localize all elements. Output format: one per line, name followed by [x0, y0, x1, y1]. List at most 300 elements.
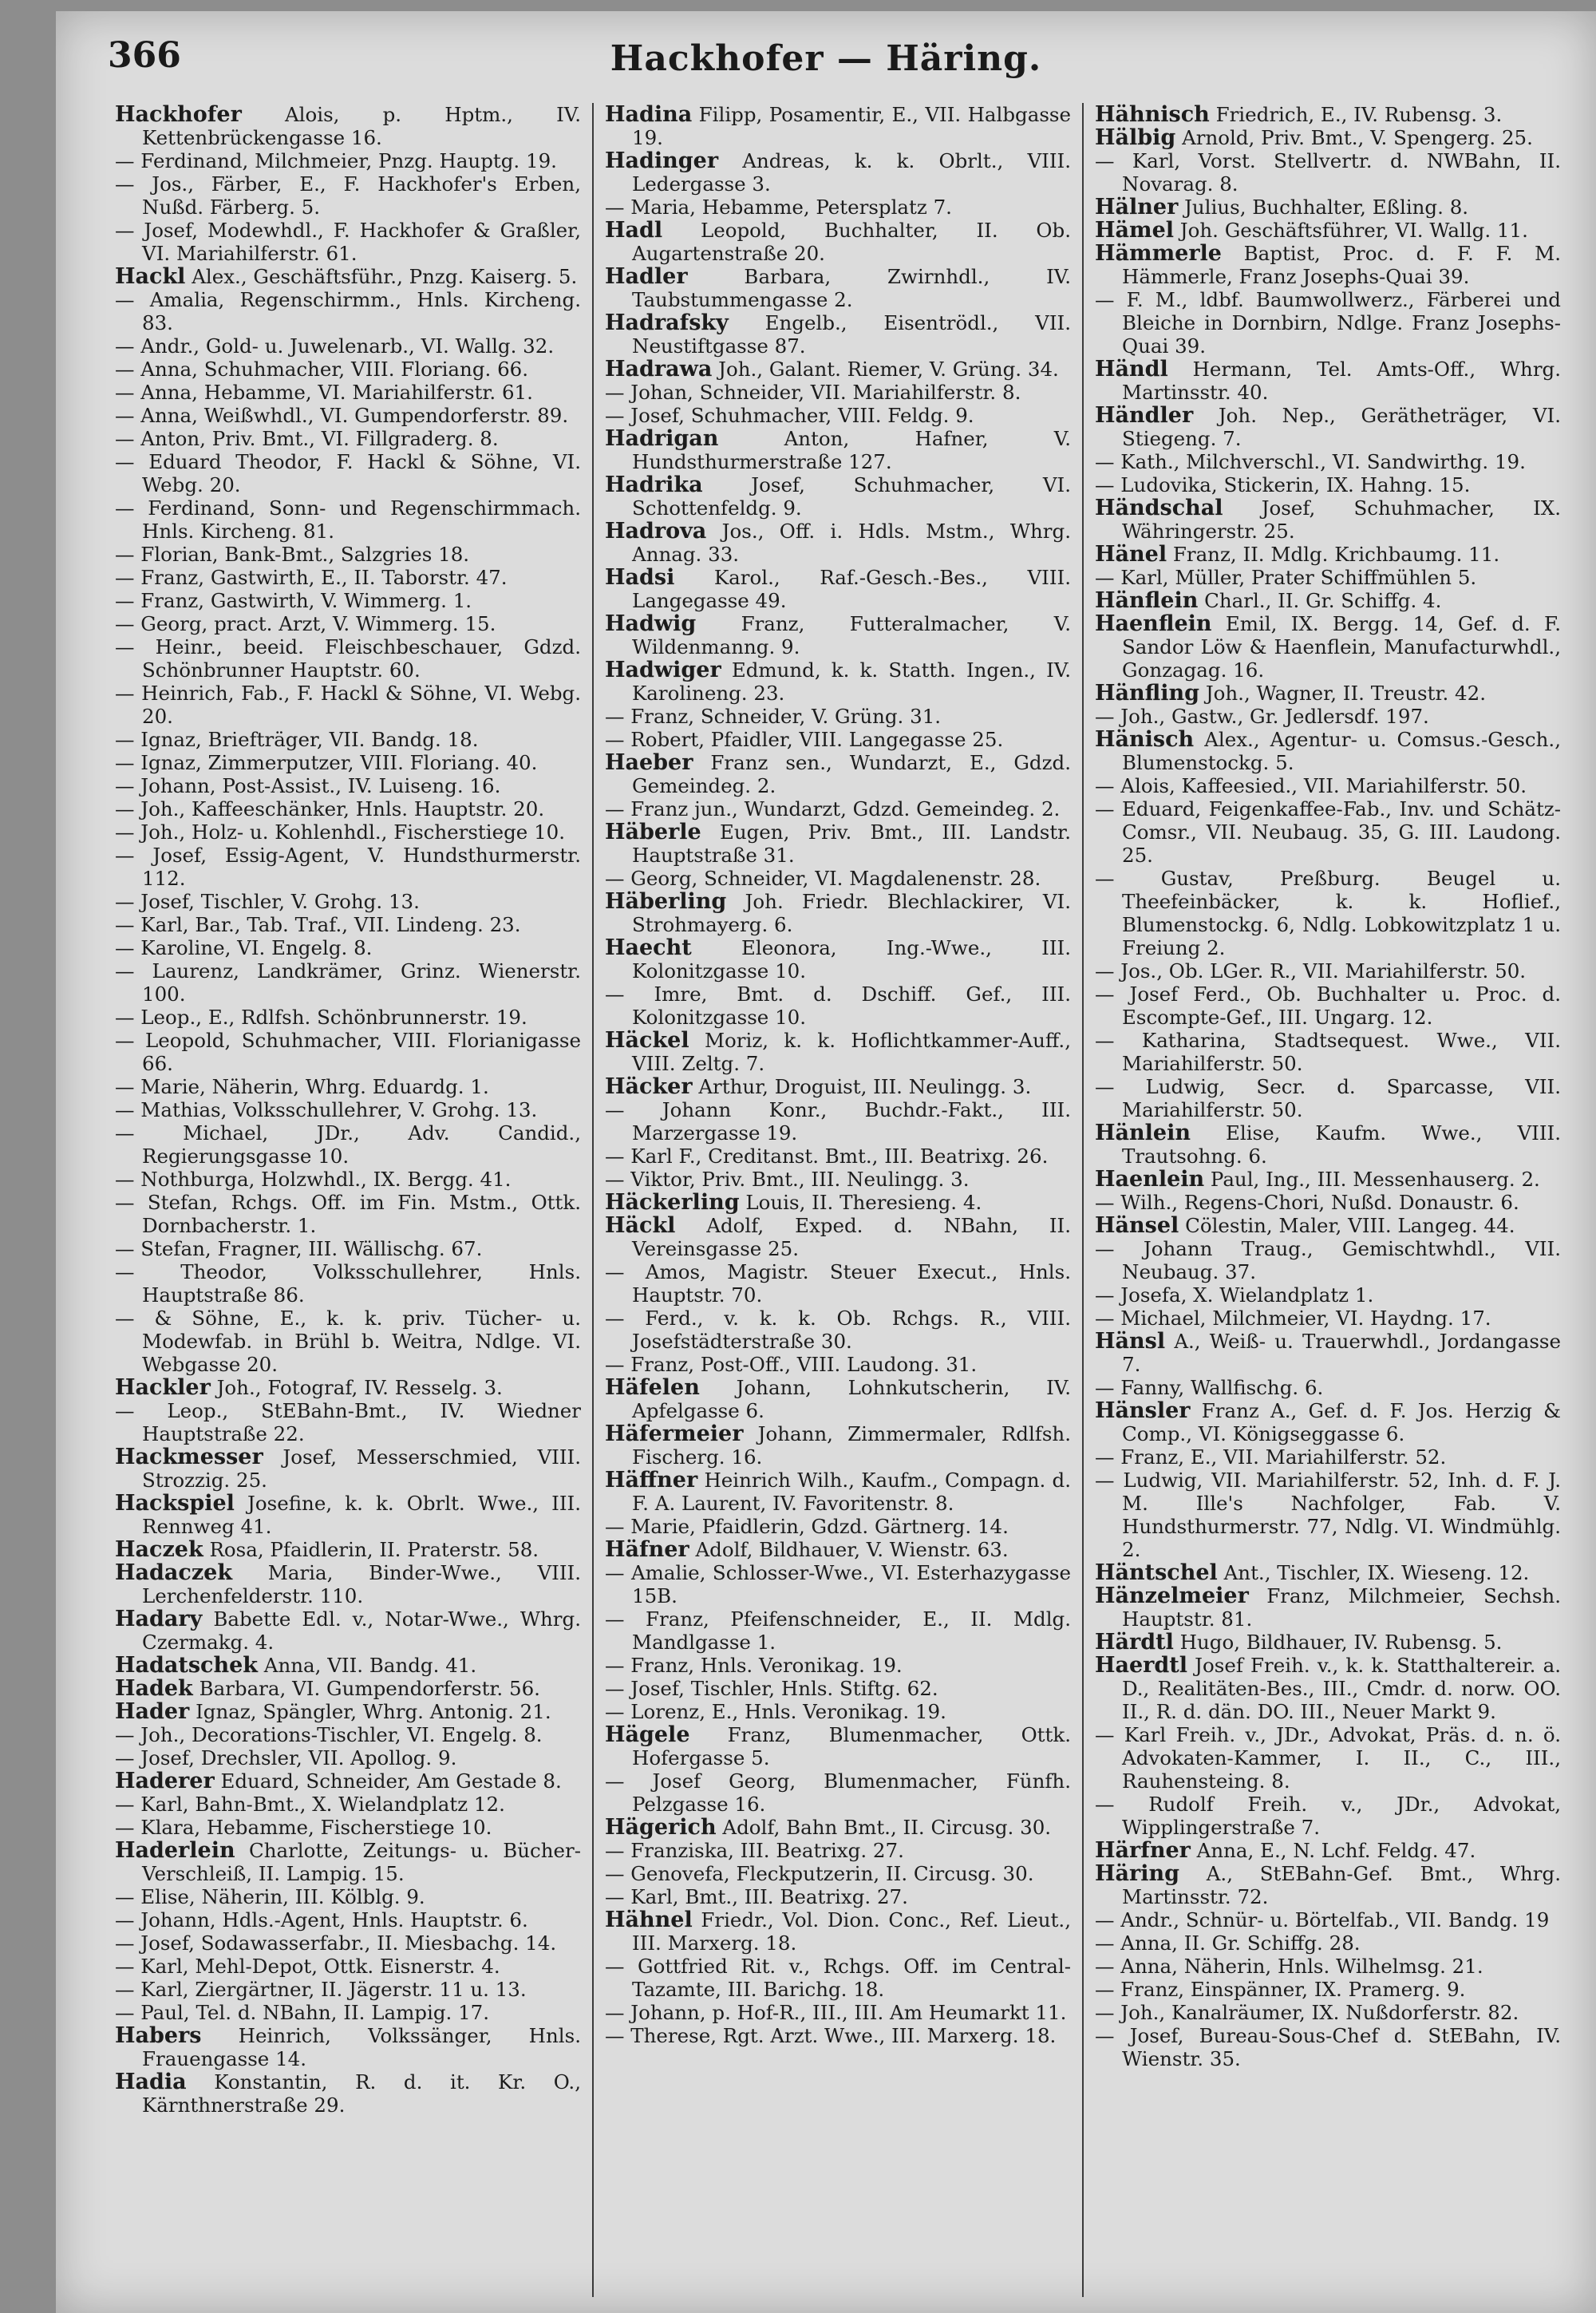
entry-text: — Franziska, III. Beatrixg. 27. [605, 1839, 904, 1862]
entry-surname: Hadrawa [605, 357, 713, 382]
entry-text: — Franz, Pfeifenschneider, E., II. Mdlg. Mandlgasse 1. [605, 1607, 1071, 1654]
directory-entry [605, 612, 1071, 658]
directory-entry [605, 1885, 1071, 1908]
entry-text: — Joh., Kanalräumer, IX. Nußdorferstr. 82. [1095, 2001, 1519, 2024]
entry-text: — Johann Traug., Gemischtwhdl., VII. Neubaug. 37. [1095, 1237, 1561, 1283]
entry-surname: Hadia [115, 2070, 187, 2094]
entry-text: Charl., II. Gr. Schiffg. 4. [1198, 589, 1442, 612]
entry-surname: Häfner [605, 1537, 689, 1562]
entry-text: — Theodor, Volksschullehrer, Hnls. Hauptstraße 86. [115, 1260, 581, 1307]
entry-text: — Karl, Bar., Tab. Traf., VII. Lindeng. 23. [115, 913, 521, 936]
directory-entry [1095, 196, 1561, 219]
entry-text: — Amalie, Schlosser-Wwe., VI. Esterhazygasse 15B. [605, 1561, 1071, 1607]
directory-entry [115, 288, 581, 334]
directory-entry [115, 913, 581, 936]
columns [104, 103, 1572, 2297]
directory-entry [605, 1955, 1071, 2001]
directory-entry [605, 1561, 1071, 1607]
entry-text: — Genovefa, Fleckputzerin, II. Circusg. 30. [605, 1862, 1034, 1885]
entry-text: — Paul, Tel. d. NBahn, II. Lampig. 17. [115, 2001, 490, 2024]
entry-text: — Michael, Milchmeier, VI. Haydng. 17. [1095, 1307, 1491, 1330]
entry-surname: Häfelen [605, 1375, 700, 1400]
directory-entry [1095, 867, 1561, 959]
directory-entry [115, 1492, 581, 1538]
entry-text: A., StEBahn-Gef. Bmt., Whrg. Martinsstr. 72. [1122, 1862, 1561, 1908]
directory-entry [115, 751, 581, 774]
directory-entry [1095, 1214, 1561, 1237]
directory-entry [605, 311, 1071, 358]
entry-text: Joh. Nep., Gerätheträger, VI. Stiegeng. 7. [1122, 404, 1561, 450]
directory-entry [115, 1700, 581, 1723]
entry-surname: Hadwiger [605, 658, 721, 682]
directory-entry [605, 381, 1071, 404]
entry-text: — Karl F., Creditanst. Bmt., III. Beatrixg. 26. [605, 1145, 1049, 1168]
column-1 [104, 103, 592, 2297]
entry-text: — Ludovika, Stickerin, IX. Hahng. 15. [1095, 473, 1471, 496]
directory-entry [1095, 1445, 1561, 1469]
directory-entry [1095, 983, 1561, 1029]
entry-surname: Hähnisch [1095, 103, 1210, 127]
directory-entry [1095, 728, 1561, 774]
directory-entry [115, 890, 581, 913]
entry-text: Charlotte, Zeitungs- u. Bücher-Verschleiß, II. Lampig. 15. [142, 1839, 581, 1885]
entry-surname: Hader [115, 1699, 190, 1724]
entry-text: Josef Freih. v., k. k. Statthaltereir. a. D., Realitäten-Bes., III., Cmdr. d. norw. OO. II., R. d. dän. DO. III., Neuer Markt 9. [1122, 1654, 1561, 1723]
directory-entry [605, 1191, 1071, 1214]
entry-text: — Franz, Einspänner, IX. Pramerg. 9. [1095, 1978, 1466, 2001]
directory-entry [115, 1677, 581, 1700]
directory-entry [115, 103, 581, 149]
directory-entry [1095, 1908, 1561, 1931]
entry-text: Hugo, Bildhauer, IV. Rubensg. 5. [1173, 1631, 1503, 1654]
directory-entry [115, 1260, 581, 1307]
directory-entry [1095, 1376, 1561, 1399]
entry-text: Eugen, Priv. Bmt., III. Landstr. Hauptstraße 31. [632, 820, 1071, 867]
entry-surname: Härfner [1095, 1838, 1191, 1863]
entry-text: — Robert, Pfaidler, VIII. Langegasse 25. [605, 728, 1004, 751]
entry-surname: Hackspiel [115, 1491, 235, 1516]
entry-text: Filipp, Posamentir, E., VII. Halbgasse 19. [632, 103, 1071, 149]
directory-entry [1095, 797, 1561, 867]
entry-text: Andreas, k. k. Obrlt., VIII. Ledergasse 3. [632, 149, 1071, 196]
directory-entry [605, 520, 1071, 566]
directory-entry [115, 381, 581, 404]
directory-entry [605, 427, 1071, 473]
directory-entry [115, 1654, 581, 1677]
entry-text: — Karoline, VI. Engelg. 8. [115, 936, 373, 959]
entry-text: — Josef, Drechsler, VII. Apollog. 9. [115, 1746, 457, 1769]
directory-entry [1095, 1584, 1561, 1631]
entry-surname: Hadrova [605, 519, 707, 544]
entry-text: Louis, II. Theresieng. 4. [739, 1191, 982, 1214]
directory-entry [605, 1422, 1071, 1469]
directory-entry [115, 728, 581, 751]
directory-entry [115, 1839, 581, 1885]
directory-entry [115, 1168, 581, 1191]
entry-text: Joh., Fotograf, IV. Resselg. 3. [210, 1376, 503, 1399]
directory-entry [605, 473, 1071, 520]
directory-entry [115, 844, 581, 890]
entry-surname: Händler [1095, 403, 1194, 428]
entry-surname: Hadl [605, 218, 663, 243]
directory-entry [605, 1168, 1071, 1191]
entry-text: Moriz, k. k. Hoflichtkammer-Auff., VIII. Zeltg. 7. [632, 1029, 1071, 1075]
entry-surname: Haenlein [1095, 1167, 1205, 1192]
entry-text: Franz, Blumenmacher, Ottk. Hofergasse 5. [632, 1723, 1071, 1769]
entry-surname: Häckl [605, 1213, 676, 1238]
directory-entry [115, 2024, 581, 2070]
entry-text: — Fanny, Wallfischg. 6. [1095, 1376, 1324, 1399]
entry-text: — Josef, Tischler, Hnls. Stiftg. 62. [605, 1677, 938, 1700]
directory-entry [605, 1538, 1071, 1561]
directory-entry [605, 2024, 1071, 2047]
directory-entry [115, 1908, 581, 1931]
directory-entry [605, 890, 1071, 936]
entry-surname: Härdtl [1095, 1630, 1174, 1655]
entry-text: Anna, E., N. Lchf. Feldg. 47. [1190, 1839, 1476, 1862]
directory-entry [115, 1307, 581, 1376]
directory-entry [1095, 1931, 1561, 1955]
entry-surname: Habers [115, 2023, 202, 2048]
entry-text: — Amalia, Regenschirmm., Hnls. Kircheng. 83. [115, 288, 581, 334]
entry-surname: Hämmerle [1095, 241, 1222, 266]
directory-entry [115, 1607, 581, 1654]
directory-entry [605, 1307, 1071, 1353]
directory-entry [115, 1978, 581, 2001]
entry-text: Barbara, VI. Gumpendorferstr. 56. [192, 1677, 540, 1700]
entry-text: — Georg, Schneider, VI. Magdalenenstr. 28. [605, 867, 1041, 890]
entry-text: — Viktor, Priv. Bmt., III. Neulingg. 3. [605, 1168, 970, 1191]
entry-text: Alex., Agentur- u. Comsus.-Gesch., Blumenstockg. 5. [1122, 728, 1561, 774]
directory-entry [605, 358, 1071, 381]
entry-text: — Heinrich, Fab., F. Hackl & Söhne, VI. Webg. 20. [115, 682, 581, 728]
entry-text: Friedr., Vol. Dion. Conc., Ref. Lieut., III. Marxerg. 18. [632, 1908, 1071, 1955]
directory-entry [605, 728, 1071, 751]
directory-entry [115, 427, 581, 450]
directory-entry [1095, 450, 1561, 473]
directory-entry [115, 1955, 581, 1978]
directory-entry [1095, 496, 1561, 543]
directory-entry [605, 103, 1071, 149]
entry-text: Adolf, Bahn Bmt., II. Circusg. 30. [716, 1816, 1052, 1839]
entry-text: — Anton, Priv. Bmt., VI. Fillgraderg. 8. [115, 427, 499, 450]
directory-entry [605, 658, 1071, 705]
directory-entry [605, 1769, 1071, 1816]
directory-entry [115, 219, 581, 265]
directory-entry [1095, 774, 1561, 797]
entry-text: — Franz, Gastwirth, E., II. Taborstr. 47. [115, 566, 508, 589]
directory-entry [115, 797, 581, 820]
entry-surname: Hänisch [1095, 727, 1195, 752]
entry-surname: Hackler [115, 1375, 211, 1400]
running-head: Hackhofer — Häring. [610, 38, 1042, 79]
directory-entry [1095, 1839, 1561, 1862]
entry-text: — Ferdinand, Milchmeier, Pnzg. Hauptg. 19. [115, 149, 557, 172]
entry-surname: Häffner [605, 1468, 698, 1493]
entry-text: Heinrich, Volkssänger, Hnls. Frauengasse 14. [142, 2024, 581, 2070]
entry-text: — Stefan, Fragner, III. Wällischg. 67. [115, 1237, 483, 1260]
directory-entry [605, 1839, 1071, 1862]
entry-text: — Rudolf Freih. v., JDr., Advokat, Wipplingerstraße 7. [1095, 1793, 1561, 1839]
entry-surname: Hänsl [1095, 1329, 1166, 1354]
entry-text: — Andr., Gold- u. Juwelenarb., VI. Wallg. 32. [115, 334, 555, 358]
entry-text: — Leopold, Schuhmacher, VIII. Florianigasse 66. [115, 1029, 581, 1075]
directory-entry [115, 1399, 581, 1445]
entry-text: — Karl, Müller, Prater Schiffmühlen 5. [1095, 566, 1477, 589]
entry-text: Konstantin, R. d. it. Kr. O., Kärnthnerstraße 29. [142, 2070, 581, 2117]
entry-text: — Jos., Färber, E., F. Hackhofer's Erben, Nußd. Färberg. 5. [115, 172, 581, 219]
entry-surname: Hänsler [1095, 1398, 1191, 1423]
entry-text: Josef, Schuhmacher, IX. Währingerstr. 25. [1122, 496, 1561, 543]
directory-entry [115, 1121, 581, 1168]
directory-entry [115, 612, 581, 635]
entry-text: Johann, Lohnkutscherin, IV. Apfelgasse 6. [632, 1376, 1071, 1422]
entry-text: — Franz, Post-Off., VIII. Laudong. 31. [605, 1353, 978, 1376]
directory-entry [1095, 1654, 1561, 1723]
entry-surname: Haecht [605, 935, 692, 960]
entry-text: — Ludwig, Secr. d. Sparcasse, VII. Mariahilferstr. 50. [1095, 1075, 1561, 1121]
directory-entry [115, 1931, 581, 1955]
directory-entry [605, 1075, 1071, 1098]
directory-entry [605, 219, 1071, 265]
directory-entry [605, 1145, 1071, 1168]
directory-entry [605, 2001, 1071, 2024]
directory-entry [1095, 1237, 1561, 1283]
entry-text: — Ferd., v. k. k. Ob. Rchgs. R., VIII. Josefstädterstraße 30. [605, 1307, 1071, 1353]
directory-entry [1095, 126, 1561, 149]
directory-entry [1095, 1283, 1561, 1307]
entry-surname: Haczek [115, 1537, 203, 1562]
entry-text: Joh., Wagner, II. Treustr. 42. [1199, 682, 1487, 705]
directory-entry [605, 265, 1071, 311]
entry-surname: Hänsel [1095, 1213, 1179, 1238]
entry-text: Adolf, Bildhauer, V. Wienstr. 63. [689, 1538, 1009, 1561]
entry-text: Friedrich, E., IV. Rubensg. 3. [1209, 103, 1503, 126]
directory-entry [115, 820, 581, 844]
entry-text: Anna, VII. Bandg. 41. [258, 1654, 477, 1677]
directory-entry [115, 1538, 581, 1561]
directory-entry [1095, 358, 1561, 404]
entry-surname: Haerdtl [1095, 1653, 1188, 1678]
entry-surname: Hadinger [605, 148, 719, 173]
column-2 [592, 103, 1082, 2297]
entry-text: Josef, Messerschmied, VIII. Strozzig. 25. [142, 1445, 581, 1492]
entry-text: — Eduard Theodor, F. Hackl & Söhne, VI. Webg. 20. [115, 450, 581, 496]
entry-surname: Häckel [605, 1028, 689, 1053]
entry-surname: Hälner [1095, 195, 1179, 219]
entry-text: — Eduard, Feigenkaffee-Fab., Inv. und Schätz-Comsr., VII. Neubaug. 35, G. III. Laudong. 25. [1095, 797, 1561, 867]
directory-entry [115, 566, 581, 589]
directory-entry [115, 1376, 581, 1399]
entry-text: Joh. Geschäftsführer, VI. Wallg. 11. [1174, 219, 1528, 242]
entry-text: Karol., Raf.-Gesch.-Bes., VIII. Langegasse 49. [632, 566, 1071, 612]
entry-text: — & Söhne, E., k. k. priv. Tücher- u. Modewfab. in Brühl b. Weitra, Ndlge. VI. Webgasse 20. [115, 1307, 581, 1376]
directory-entry [115, 265, 581, 288]
directory-entry [115, 450, 581, 496]
directory-entry [1095, 1168, 1561, 1191]
directory-entry [1095, 705, 1561, 728]
entry-text: — F. M., ldbf. Baumwollwerz., Färberei und Bleiche in Dornbirn, Ndlge. Franz Josephs-Quai 39. [1095, 288, 1561, 358]
entry-text: Johann, Zimmermaler, Rdlfsh. Fischerg. 16. [632, 1422, 1071, 1469]
directory-entry [605, 1816, 1071, 1839]
entry-text: Josef, Schuhmacher, VI. Schottenfeldg. 9. [632, 473, 1071, 520]
directory-entry [605, 1607, 1071, 1654]
entry-text: — Nothburga, Holzwhdl., IX. Bergg. 41. [115, 1168, 512, 1191]
entry-text: Franz, Futteralmacher, V. Wildenmanng. 9. [632, 612, 1071, 658]
directory-entry [115, 1098, 581, 1121]
entry-surname: Händl [1095, 357, 1168, 382]
entry-text: Ant., Tischler, IX. Wieseng. 12. [1217, 1561, 1530, 1584]
directory-entry [605, 1723, 1071, 1769]
directory-entry [605, 1353, 1071, 1376]
page-number: 366 [108, 35, 181, 76]
entry-text: — Laurenz, Landkrämer, Grinz. Wienerstr. 100. [115, 959, 581, 1006]
entry-text: Franz sen., Wundarzt, E., Gdzd. Gemeindeg. 2. [632, 751, 1071, 797]
entry-text: Cölestin, Maler, VIII. Langeg. 44. [1179, 1214, 1515, 1237]
entry-surname: Haeber [605, 750, 693, 775]
entry-text: — Josef, Tischler, V. Grohg. 13. [115, 890, 420, 913]
directory-entry [1095, 1631, 1561, 1654]
directory-page [56, 11, 1596, 2313]
entry-surname: Hänel [1095, 542, 1167, 567]
directory-entry [1095, 682, 1561, 705]
entry-text: — Franz, Schneider, V. Grüng. 31. [605, 705, 942, 728]
entry-text: — Leop., E., Rdlfsh. Schönbrunnerstr. 19. [115, 1006, 527, 1029]
entry-text: — Amos, Magistr. Steuer Execut., Hnls. Hauptstr. 70. [605, 1260, 1071, 1307]
entry-text: — Wilh., Regens-Chori, Nußd. Donaustr. 6. [1095, 1191, 1519, 1214]
entry-text: — Klara, Hebamme, Fischerstiege 10. [115, 1816, 492, 1839]
entry-text: — Johan, Schneider, VII. Mariahilferstr. 8. [605, 381, 1021, 404]
entry-text: Alex., Geschäftsführ., Pnzg. Kaiserg. 5. [185, 265, 578, 288]
entry-surname: Hadler [605, 264, 688, 289]
entry-text: Eleonora, Ing.-Wwe., III. Kolonitzgasse 10. [632, 936, 1071, 983]
entry-text: — Ignaz, Briefträger, VII. Bandg. 18. [115, 728, 479, 751]
directory-entry [605, 1260, 1071, 1307]
entry-surname: Hadsi [605, 565, 675, 590]
entry-text: — Anna, II. Gr. Schiffg. 28. [1095, 1931, 1361, 1955]
directory-entry [115, 404, 581, 427]
directory-entry [115, 1006, 581, 1029]
entry-text: Maria, Binder-Wwe., VIII. Lerchenfelderstr. 110. [142, 1561, 581, 1607]
entry-text: — Franz, Hnls. Veronikag. 19. [605, 1654, 903, 1677]
directory-entry [115, 358, 581, 381]
entry-surname: Hadaczek [115, 1560, 233, 1585]
directory-entry [1095, 473, 1561, 496]
entry-surname: Hadrigan [605, 426, 719, 451]
directory-entry [115, 1793, 581, 1816]
entry-text: Rosa, Pfaidlerin, II. Praterstr. 58. [203, 1538, 539, 1561]
entry-surname: Hämel [1095, 218, 1175, 243]
directory-entry [605, 936, 1071, 983]
entry-text: — Franz, Gastwirth, V. Wimmerg. 1. [115, 589, 472, 612]
entry-text: — Maria, Hebamme, Petersplatz 7. [605, 196, 952, 219]
directory-entry [1095, 1307, 1561, 1330]
entry-text: — Gottfried Rit. v., Rchgs. Off. im Central-Tazamte, III. Barichg. 18. [605, 1955, 1071, 2001]
entry-text: — Karl, Ziergärtner, II. Jägerstr. 11 u. 13. [115, 1978, 527, 2001]
directory-entry [115, 1029, 581, 1075]
entry-text: — Johann, Post-Assist., IV. Luiseng. 16. [115, 774, 501, 797]
directory-entry [1095, 2001, 1561, 2024]
directory-entry [115, 1237, 581, 1260]
entry-text: — Andr., Schnür- u. Börtelfab., VII. Bandg. 19 [1095, 1908, 1550, 1931]
entry-text: Anton, Hafner, V. Hundsthurmerstraße 127. [632, 427, 1071, 473]
directory-entry [1095, 959, 1561, 983]
directory-entry [115, 334, 581, 358]
entry-text: Arthur, Droguist, III. Neulingg. 3. [692, 1075, 1032, 1098]
directory-entry [115, 635, 581, 682]
entry-surname: Häberle [605, 820, 701, 844]
entry-surname: Hadrika [605, 472, 703, 497]
entry-surname: Häntschel [1095, 1560, 1218, 1585]
entry-text: Baptist, Proc. d. F. F. M. Hämmerle, Franz Josephs-Quai 39. [1122, 242, 1561, 288]
directory-entry [605, 1862, 1071, 1885]
entry-surname: Hackmesser [115, 1445, 263, 1469]
entry-surname: Hackhofer [115, 103, 242, 127]
entry-text: — Mathias, Volksschullehrer, V. Grohg. 13. [115, 1098, 538, 1121]
directory-entry [605, 1469, 1071, 1515]
directory-entry [1095, 1723, 1561, 1793]
directory-entry [605, 867, 1071, 890]
entry-text: Elise, Kaufm. Wwe., VIII. Trautsohng. 6. [1122, 1121, 1561, 1168]
entry-text: — Anna, Näherin, Hnls. Wilhelmsg. 21. [1095, 1955, 1483, 1978]
directory-entry [115, 959, 581, 1006]
directory-entry [1095, 1955, 1561, 1978]
entry-text: — Stefan, Rchgs. Off. im Fin. Mstm., Ottk. Dornbacherstr. 1. [115, 1191, 581, 1237]
entry-text: — Lorenz, E., Hnls. Veronikag. 19. [605, 1700, 946, 1723]
entry-text: Franz, Milchmeier, Sechsh. Hauptstr. 81. [1122, 1584, 1561, 1631]
directory-entry [115, 1746, 581, 1769]
entry-surname: Hänfling [1095, 681, 1200, 706]
directory-entry [605, 820, 1071, 867]
entry-text: — Karl, Bahn-Bmt., X. Wielandplatz 12. [115, 1793, 505, 1816]
entry-text: — Joh., Decorations-Tischler, VI. Engelg. 8. [115, 1723, 543, 1746]
directory-entry [115, 543, 581, 566]
entry-surname: Hackl [115, 264, 186, 289]
entry-surname: Hadina [605, 103, 693, 127]
entry-text: Joh. Friedr. Blechlackirer, VI. Strohmayerg. 6. [632, 890, 1071, 936]
entry-text: — Karl, Bmt., III. Beatrixg. 27. [605, 1885, 908, 1908]
entry-text: — Ferdinand, Sonn- und Regenschirmmach. Hnls. Kircheng. 81. [115, 496, 581, 543]
directory-entry [115, 1445, 581, 1492]
directory-entry [605, 1098, 1071, 1145]
entry-text: — Josef, Essig-Agent, V. Hundsthurmerstr. 112. [115, 844, 581, 890]
entry-text: — Marie, Näherin, Whrg. Eduardg. 1. [115, 1075, 489, 1098]
entry-text: Adolf, Exped. d. NBahn, II. Vereinsgasse 25. [632, 1214, 1071, 1260]
entry-text: — Franz jun., Wundarzt, Gdzd. Gemeindeg. 2. [605, 797, 1061, 820]
entry-text: Arnold, Priv. Bmt., V. Spengerg. 25. [1175, 126, 1533, 149]
entry-surname: Hälbig [1095, 125, 1176, 150]
entry-text: — Johann Konr., Buchdr.-Fakt., III. Marzergasse 19. [605, 1098, 1071, 1145]
entry-text: — Johann, Hdls.-Agent, Hnls. Hauptstr. 6. [115, 1908, 528, 1931]
entry-text: — Imre, Bmt. d. Dschiff. Gef., III. Kolonitzgasse 10. [605, 983, 1071, 1029]
entry-text: — Joh., Gastw., Gr. Jedlersdf. 197. [1095, 705, 1429, 728]
entry-text: — Georg, pract. Arzt, V. Wimmerg. 15. [115, 612, 496, 635]
entry-text: — Joh., Kaffeeschänker, Hnls. Hauptstr. 20. [115, 797, 545, 820]
directory-entry [115, 2001, 581, 2024]
entry-text: — Leop., StEBahn-Bmt., IV. Wiedner Hauptstraße 22. [115, 1399, 581, 1445]
entry-text: — Anna, Schuhmacher, VIII. Floriang. 66. [115, 358, 529, 381]
entry-text: — Josef Georg, Blumenmacher, Fünfh. Pelzgasse 16. [605, 1769, 1071, 1816]
entry-text: — Karl, Mehl-Depot, Ottk. Eisnerstr. 4. [115, 1955, 500, 1978]
entry-text: — Katharina, Stadtsequest. Wwe., VII. Mariahilferstr. 50. [1095, 1029, 1561, 1075]
directory-entry [115, 172, 581, 219]
directory-entry [115, 1723, 581, 1746]
directory-entry [115, 682, 581, 728]
entry-text: — Josefa, X. Wielandplatz 1. [1095, 1283, 1374, 1307]
entry-text: — Karl Freih. v., JDr., Advokat, Präs. d. n. ö. Advokaten-Kammer, I. II., C., III., Rauhensteing. 8. [1095, 1723, 1561, 1793]
entry-text: — Karl, Vorst. Stellvertr. d. NWBahn, II. Novarag. 8. [1095, 149, 1561, 196]
entry-text: Edmund, k. k. Statth. Ingen., IV. Karolineng. 23. [632, 658, 1071, 705]
